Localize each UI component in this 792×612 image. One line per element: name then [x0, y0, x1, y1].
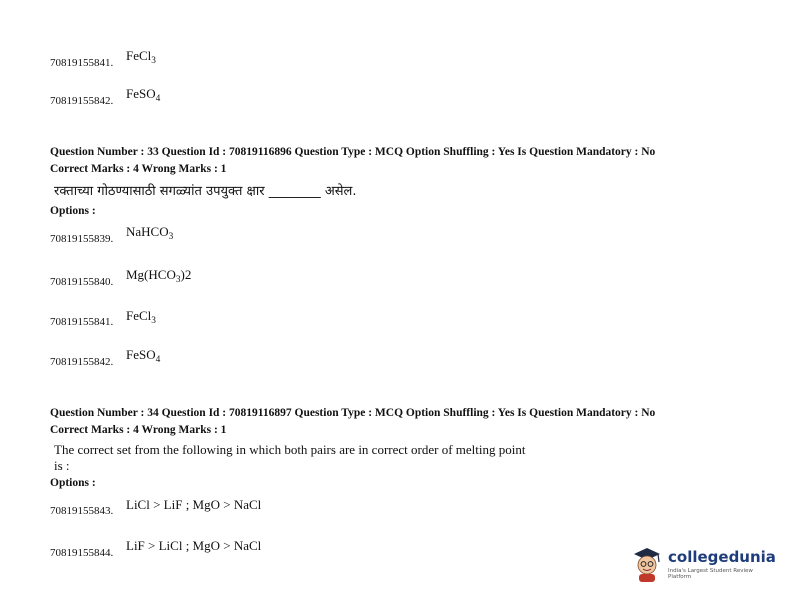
option-text: FeSO$_4$: [126, 347, 161, 365]
question-stem-cont: is :: [54, 458, 70, 473]
question-marks: Correct Marks : 4 Wrong Marks : 1: [50, 424, 227, 436]
question-stem: The correct set from the following in which both pairs are in correct order of melting point: [54, 442, 526, 457]
logo-name: collegedunia: [668, 548, 776, 566]
question-header: Question Number : 34 Question Id : 70819116897 Question Type : MCQ Option Shuffling : Yes Is Question Mandatory : No: [50, 407, 656, 419]
logo-tagline: India's Largest Student Review Platform: [668, 568, 753, 580]
option-id: 70819155841.: [50, 316, 114, 328]
option-text: FeCl$_3$: [126, 308, 156, 326]
option-id: 70819155840.: [50, 276, 114, 288]
options-label: Options :: [50, 477, 96, 489]
options-label: Options :: [50, 205, 96, 217]
collegedunia-logo: [630, 544, 776, 588]
option-id: 70819155844.: [50, 547, 114, 559]
option-id: 70819155843.: [50, 505, 114, 517]
option-text: FeSO$_4$: [126, 86, 161, 104]
option-id: 70819155839.: [50, 233, 114, 245]
option-text: NaHCO$_3$: [126, 224, 174, 242]
option-text: FeCl$_3$: [126, 48, 156, 66]
mascot-icon: [630, 544, 664, 584]
question-stem: रक्ताच्या गोठण्यासाठी सगळ्यांत उपयुक्त क्षार ________ असेल.: [54, 184, 357, 199]
option-id: 70819155841.: [50, 57, 114, 69]
option-id: 70819155842.: [50, 95, 114, 107]
option-text: LiF > LiCl ; MgO > NaCl: [126, 538, 262, 553]
option-text: $Mg(HCO_3)2$: [126, 267, 192, 285]
option-id: 70819155842.: [50, 356, 114, 368]
question-marks: Correct Marks : 4 Wrong Marks : 1: [50, 163, 227, 175]
option-text: LiCl > LiF ; MgO > NaCl: [126, 497, 262, 512]
question-header: Question Number : 33 Question Id : 70819116896 Question Type : MCQ Option Shuffling : Yes Is Question Mandatory : No: [50, 146, 656, 158]
